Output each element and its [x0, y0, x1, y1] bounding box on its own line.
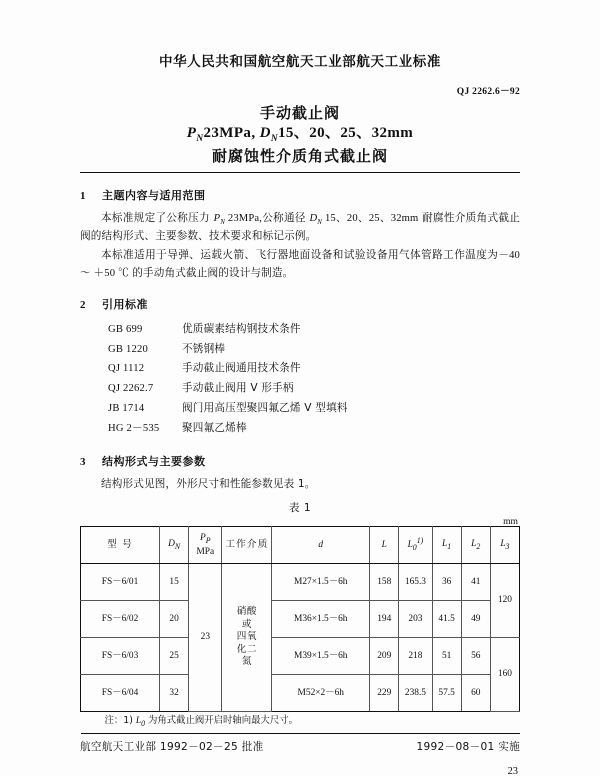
section-heading-1 — [80, 187, 520, 203]
cell-L0: 165.3 — [399, 564, 432, 601]
cell-L2: 41 — [461, 564, 490, 601]
section-heading-3 — [80, 453, 520, 469]
cell-L1: 41.5 — [432, 601, 461, 638]
cell-L0: 203 — [399, 601, 432, 638]
title-line-1: 手动截止阀 — [259, 104, 340, 122]
table-row — [81, 638, 520, 675]
section-number-1: 1 — [80, 190, 86, 203]
table-unit-label: mm — [503, 516, 518, 527]
reference-code: HG 2－535 — [108, 423, 160, 434]
reference-code: GB 1220 — [108, 343, 148, 355]
column-header-L1: $L_1$ — [432, 527, 461, 564]
section-1-paragraph-1: 本标准规定了公称压力 $P_N$ 23MPa,公称通径 $D_N$ 15、20、25、32mm 耐腐性介质角式截止阀的结构形式、主要参数、技术要求和标记示例。 — [80, 212, 520, 243]
title-line-2 — [80, 123, 520, 146]
list-item — [108, 320, 520, 340]
cell-L1: 36 — [432, 564, 461, 601]
column-header-L: L — [370, 527, 399, 564]
column-header-L0: $L_0^{1)}$ — [399, 527, 432, 564]
cell-d: M36×1.5－6h — [272, 601, 370, 638]
cell-L0: 238.5 — [399, 675, 432, 712]
document-title-block — [80, 103, 520, 166]
reference-name: 手动截止阀通用技术条件 — [182, 362, 301, 375]
cell-L2: 56 — [461, 638, 490, 675]
column-header-L3: $L_3$ — [490, 527, 519, 564]
reference-name: 阀门用高压型聚四氟乙烯 V 型填料 — [182, 402, 348, 415]
cell-L2: 49 — [461, 601, 490, 638]
section-3-intro: 结构形式见图，外形尺寸和性能参数见表 1。 — [101, 477, 316, 490]
section-number-3: 3 — [80, 455, 86, 468]
cell-d: M52×2－6h — [272, 675, 370, 712]
column-header-dn: $D_N$ — [160, 527, 189, 564]
reference-code: QJ 2262.7 — [108, 383, 154, 395]
reference-name: 优质碳素结构钢技术条件 — [182, 322, 301, 335]
table-row — [81, 601, 520, 638]
reference-code: JB 1714 — [108, 403, 145, 415]
section-1-paragraph-2: 本标准适用于导弹、运载火箭、飞行器地面设备和试验设备用气体管路工作温度为－40 ～ ＋50 ℃ 的手动角式截止阀的设计与制造。 — [80, 249, 520, 279]
list-item — [108, 379, 520, 399]
cell-L1: 51 — [432, 638, 461, 675]
document-number: QJ 2262.6－92 — [456, 87, 520, 97]
cell-dn: 20 — [160, 601, 189, 638]
cell-L: 194 — [370, 601, 399, 638]
table-row — [81, 564, 520, 601]
cell-dn: 15 — [160, 564, 189, 601]
section-title-2: 引用标准 — [102, 297, 148, 311]
dn-value: 15、20、25、32mm — [278, 125, 414, 142]
list-item — [108, 419, 520, 439]
column-header-d: d — [272, 527, 370, 564]
cell-pp: 23 — [189, 564, 222, 712]
dn-symbol: D — [259, 125, 271, 142]
cell-L0: 218 — [399, 638, 432, 675]
cell-L: 209 — [370, 638, 399, 675]
section-title-1: 主题内容与适用范围 — [102, 189, 206, 203]
cell-dn: 25 — [160, 638, 189, 675]
column-header-L2: $L_2$ — [461, 527, 490, 564]
cell-L3: 160 — [490, 638, 519, 712]
cell-model: FS－6/01 — [81, 564, 160, 601]
pn-subscript: N — [196, 134, 204, 145]
pn-value: 23MPa, — [203, 125, 256, 142]
reference-name: 聚四氟乙烯棒 — [182, 422, 247, 434]
standard-organization-line: 中华人民共和国航空航天工业部航天工业标准 — [159, 54, 441, 70]
list-item — [108, 399, 520, 419]
table-row — [81, 675, 520, 712]
specification-table — [80, 526, 520, 734]
cell-model: FS－6/02 — [81, 601, 160, 638]
cell-d: M27×1.5－6h — [272, 564, 370, 601]
table-header-row — [81, 527, 520, 564]
cell-medium: 硝酸 或 四氧 化二 氮 — [222, 564, 272, 712]
list-item — [108, 359, 520, 379]
section-title-3: 结构形式与主要参数 — [102, 454, 206, 468]
title-line-3: 耐腐蚀性介质角式截止阀 — [211, 146, 388, 165]
page-footer — [80, 739, 520, 754]
section-heading-2 — [80, 296, 520, 312]
reference-standards-list — [80, 320, 520, 439]
cell-L: 229 — [370, 675, 399, 712]
effective-date-statement: 1992－08－01 实施 — [416, 741, 520, 754]
dn-subscript: N — [270, 134, 278, 145]
column-header-medium: 工作介质 — [222, 527, 272, 564]
reference-code: GB 699 — [108, 323, 143, 335]
column-header-pp: $P_P$ MPa — [189, 527, 222, 564]
column-header-model: 型 号 — [81, 527, 160, 564]
table-footnote: 注：1) $L_0$ 为角式截止阀开启时轴向最大尺寸。 — [81, 712, 520, 734]
table-footnote-row — [81, 712, 520, 734]
reference-code: QJ 1112 — [108, 363, 145, 375]
cell-L2: 60 — [461, 675, 490, 712]
section-number-2: 2 — [80, 298, 86, 311]
approval-statement: 航空航天工业部 1992－02－25 批准 — [80, 741, 264, 754]
table-caption: 表 1 — [288, 502, 312, 514]
pn-symbol: P — [186, 125, 197, 142]
page-number: 23 — [507, 766, 518, 777]
cell-L3: 120 — [490, 564, 519, 638]
title-divider — [80, 172, 520, 173]
reference-name: 不锈钢棒 — [182, 342, 226, 355]
cell-model: FS－6/03 — [81, 638, 160, 675]
cell-L: 158 — [370, 564, 399, 601]
cell-L1: 57.5 — [432, 675, 461, 712]
cell-dn: 32 — [160, 675, 189, 712]
cell-model: FS－6/04 — [81, 675, 160, 712]
reference-name: 手动截止阀用 V 形手柄 — [182, 382, 294, 395]
list-item — [108, 340, 520, 360]
cell-d: M39×1.5－6h — [272, 638, 370, 675]
